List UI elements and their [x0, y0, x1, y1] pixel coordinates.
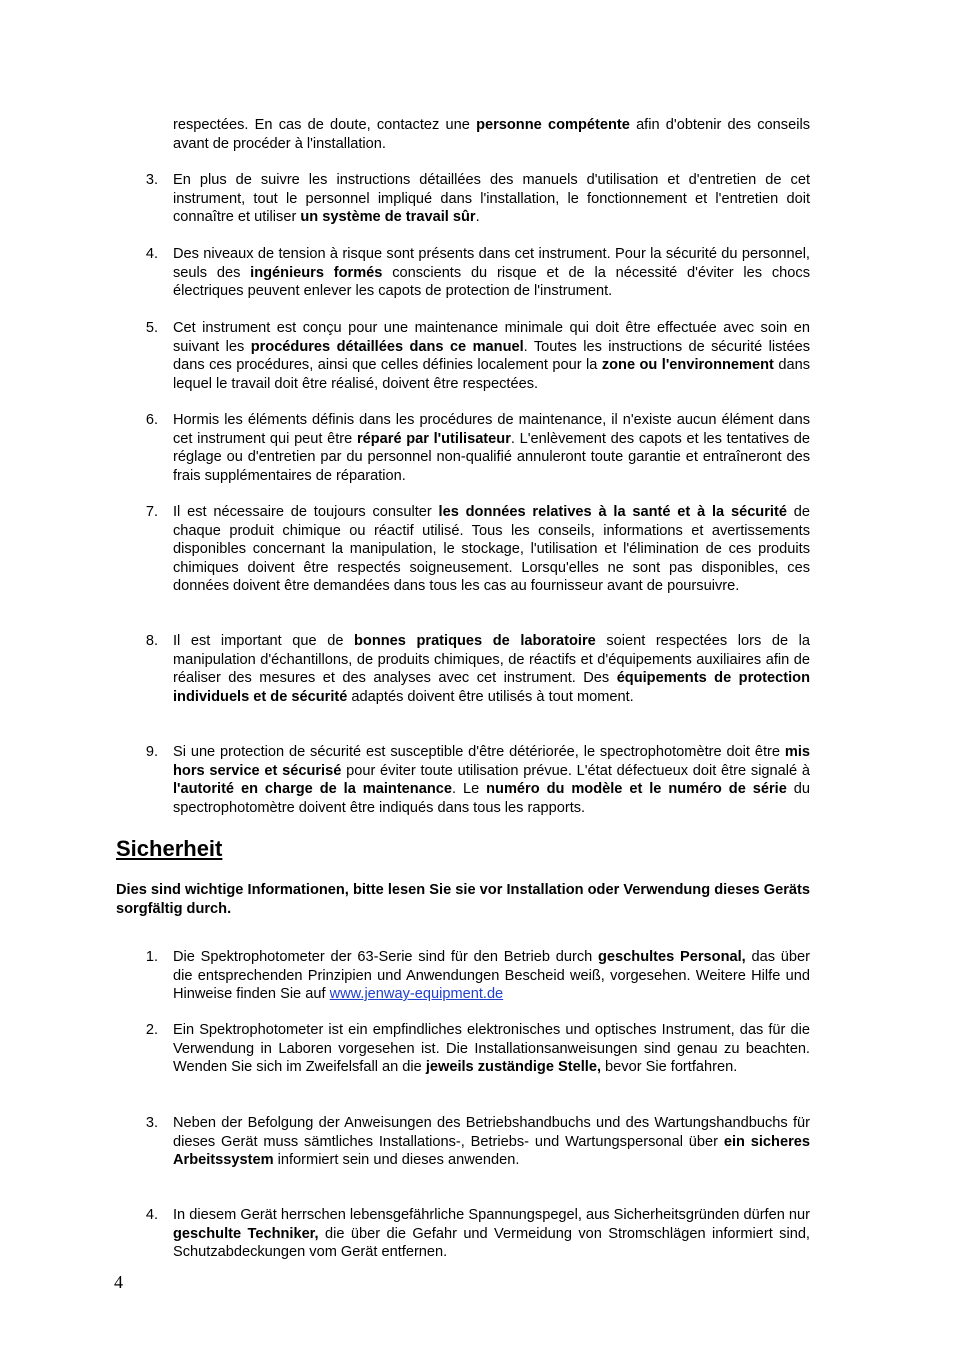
body-text: conscients du risque et de la nécessité d'éviter les chocs électriques peuvent enlever les capots de protection de l'instrument. [173, 264, 810, 299]
list-item-text [173, 1021, 810, 1077]
bold-text: les données relatives à la santé et à la sécurité [438, 504, 787, 520]
bold-text: mis hors service et sécurisé [173, 744, 810, 779]
continuation-text-c: afin d'obtenir des conseils avant de procéder à l'installation. [173, 117, 810, 152]
body-text: das über die entsprechenden Prinzipien und Anwendungen Bescheid weiß, vorgesehen. Weitere Hilfe und Hinweise finden Sie auf [173, 949, 810, 1002]
body-text: Cet instrument est conçu pour une maintenance minimale qui doit être effectuée avec soin en suivant les [173, 320, 810, 355]
body-text: Il est important que de [173, 633, 355, 649]
bold-text: geschultes Personal, [598, 949, 746, 965]
body-text: de chaque produit chimique ou réactif utilisé. Tous les conseils, informations et avertissements disponibles concernant la manipulation, le stockage, l'utilisation et l'élimination de ces produits chimiques doivent être respectés soigneusement. Lorsqu'elles ne sont pas disponibles, ces données doivent être demandées dans tous les cas au fournisseur avant de poursuivre. [173, 504, 810, 594]
list-item-text [173, 411, 810, 485]
body-text: . [475, 209, 480, 225]
bold-text: l'autorité en charge de la maintenance [173, 781, 452, 797]
bold-text: jeweils zuständige Stelle, [425, 1059, 601, 1075]
page-number: 4 [114, 1272, 123, 1292]
body-text: En plus de suivre les instructions détaillées des manuels d'utilisation et d'entretien de cet instrument, tout le personnel impliqué dans l'installation, le fonctionnement et l'entretien doit connaître et utiliser [173, 172, 810, 225]
list-item-text [173, 245, 810, 301]
intro-paragraph: Dies sind wichtige Informationen, bitte lesen Sie sie vor Installation oder Verwendung dieses Geräts sorgfältig durch. [116, 882, 810, 917]
body-text: Ein Spektrophotometer ist ein empfindliches elektronisches und optisches Instrument, das für die Verwendung in Laboren vorgesehen ist. Die Installationsanweisungen sind genau zu beachten. Wenden Sie sich im Zweifelsfall an die [173, 1022, 810, 1075]
body-text: . L'enlèvement des capots et les tentatives de réglage ou d'entretien par du personnel non-qualifié annuleront toute garantie et entraîneront des frais supplémentaires de réparation. [173, 430, 810, 484]
list-item-number: 2. [145, 1022, 158, 1038]
list-item-text [173, 319, 810, 393]
bold-text: numéro du modèle et le numéro de série [486, 781, 787, 797]
website-link[interactable]: www.jenway-equipment.de [329, 986, 504, 1002]
list-item-text [173, 632, 810, 706]
bold-text: procédures détaillées dans ce manuel [250, 338, 524, 355]
list-item-text [173, 1114, 810, 1170]
list-item-number: 6. [145, 412, 158, 428]
bold-text: réparé par l'utilisateur [356, 430, 511, 447]
list-item-number: 5. [145, 320, 158, 336]
bold-text: zone ou l'environnement [601, 357, 774, 373]
list-item-number: 1. [145, 949, 158, 965]
list-item-text [173, 503, 810, 596]
body-text: pour éviter toute utilisation prévue. L'état défectueux doit être signalé à [341, 762, 810, 779]
list-item-text [173, 1206, 810, 1262]
list-item-number: 3. [145, 172, 158, 188]
section-heading: Sicherheit [116, 836, 223, 861]
list-item-number: 8. [145, 633, 158, 649]
body-text: Des niveaux de tension à risque sont présents dans cet instrument. Pour la sécurité du personnel, seuls des [173, 246, 810, 281]
bold-text: ein sicheres Arbeitssystem [173, 1133, 810, 1168]
continuation-bold: personne compétente [476, 117, 630, 133]
body-text: In diesem Gerät herrschen lebensgefährliche Spannungspegel, aus Sicherheitsgründen dürfen nur [173, 1207, 810, 1223]
bold-text: un système de travail sûr [300, 209, 476, 225]
bold-text: équipements de protection individuels et de sécurité [173, 670, 810, 705]
body-text: die über die Gefahr und Vermeidung von Stromschlägen informiert sind, Schutzabdeckungen vom Gerät entfernen. [173, 1225, 810, 1260]
list-item-number: 4. [145, 246, 158, 262]
body-text: soient respectées lors de la manipulation d'échantillons, de produits chimiques, de réactifs et d'équipements auxiliaires afin de réaliser des mesures et des analyses avec cet instrument. Des [173, 633, 811, 686]
list-item-text [173, 171, 810, 227]
list-item-text [173, 743, 810, 817]
body-text: adaptés doivent être utilisés à tout moment. [347, 688, 634, 705]
body-text: Neben der Befolgung der Anweisungen des Betriebshandbuchs und des Wartungshandbuchs für dieses Gerät muss sämtliches Installations-, Betriebs- und Wartungspersonal über [173, 1115, 810, 1150]
continuation-paragraph [173, 116, 810, 153]
body-text: dans lequel le travail doit être réalisé, doivent être respectées. [173, 357, 810, 392]
body-text: Hormis les éléments définis dans les procédures de maintenance, il n'existe aucun élément dans cet instrument qui peut être [173, 412, 810, 447]
body-text: . Toutes les instructions de sécurité listées dans ces procédures, ainsi que celles définies localement pour la [173, 338, 810, 373]
bold-text: ingénieurs formés [250, 264, 383, 281]
body-text: . Le [451, 781, 487, 797]
list-item-number: 9. [145, 744, 158, 760]
body-text: Si une protection de sécurité est susceptible d'être détériorée, le spectrophotomètre doit être [173, 744, 785, 760]
body-text: bevor Sie fortfahren. [601, 1059, 738, 1075]
continuation-text-a: respectées. En cas de doute, contactez une [173, 117, 477, 133]
list-item-number: 7. [145, 504, 158, 520]
list-item-number: 4. [145, 1207, 158, 1223]
body-text: informiert sein und dieses anwenden. [273, 1152, 520, 1168]
body-text: du spectrophotomètre doivent être indiqués dans tous les rapports. [173, 781, 810, 816]
list-item-text [173, 948, 810, 1004]
body-text: Il est nécessaire de toujours consulter [173, 504, 439, 520]
body-text: Die Spektrophotometer der 63-Serie sind für den Betrieb durch [173, 949, 599, 965]
bold-text: bonnes pratiques de laboratoire [354, 633, 596, 649]
list-item-number: 3. [145, 1115, 158, 1131]
bold-text: geschulte Techniker, [173, 1225, 319, 1242]
